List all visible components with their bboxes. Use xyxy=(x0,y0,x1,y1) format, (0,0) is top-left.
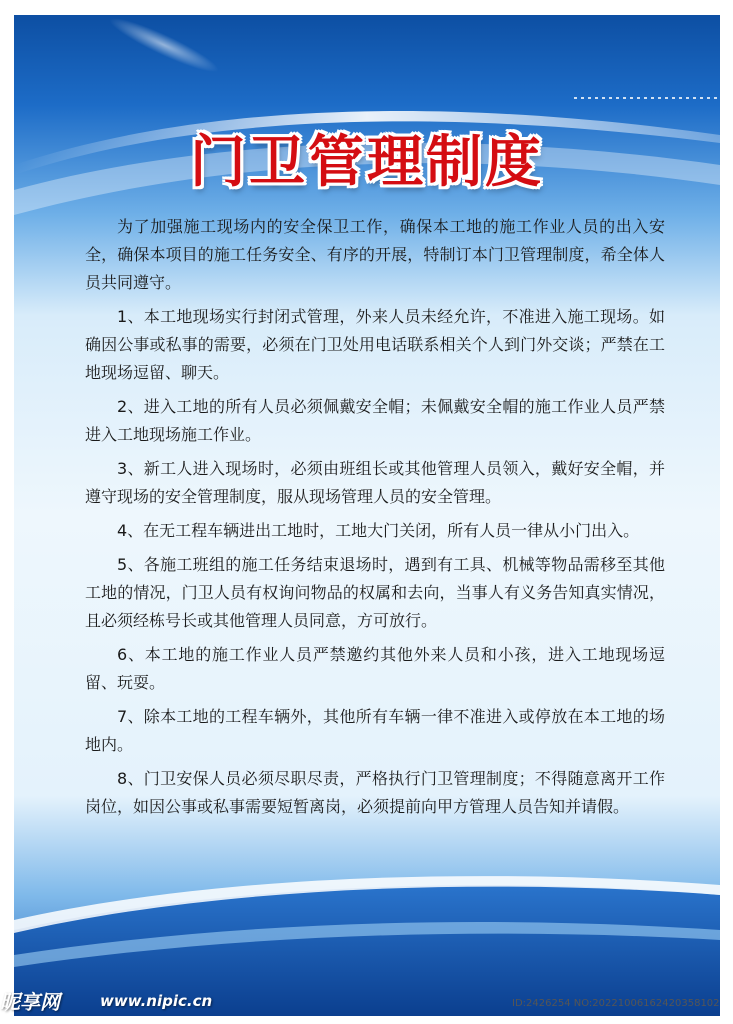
rule-paragraph: 5、各施工班组的施工任务结束退场时，遇到有工具、机械等物品需移至其他工地的情况，门卫人员有权询问物品的权属和去向，当事人有义务告知真实情况，且必须经栋号长或其他管理人员同意，方可放行。 xyxy=(85,555,665,630)
page-title: 门卫管理制度 xyxy=(190,130,544,195)
rule-paragraph: 7、除本工地的工程车辆外，其他所有车辆一律不准进入或停放在本工地的场地内。 xyxy=(85,707,665,754)
rule-paragraph: 6、本工地的施工作业人员严禁邀约其他外来人员和小孩，进入工地现场逗留、玩耍。 xyxy=(85,645,665,692)
intro-paragraph: 为了加强施工现场内的安全保卫工作，确保本工地的施工作业人员的出入安全，确保本项目的施工任务安全、有序的开展，特制订本门卫管理制度，希全体人员共同遵守。 xyxy=(85,217,665,292)
watermark-id: ID:2426254 NO:20221006162420358102 xyxy=(512,998,720,1009)
watermark-site: www.nipic.cn xyxy=(100,992,213,1010)
watermark-logo: 昵享网 xyxy=(0,990,60,1014)
rule-paragraph: 3、新工人进入现场时，必须由班组长或其他管理人员领入，戴好安全帽，并遵守现场的安全管理制度，服从现场管理人员的安全管理。 xyxy=(85,459,665,506)
rule-paragraph: 4、在无工程车辆进出工地时，工地大门关闭，所有人员一律从小门出入。 xyxy=(117,521,640,540)
poster xyxy=(14,15,720,1016)
rules-body xyxy=(85,213,665,827)
rule-paragraph: 8、门卫安保人员必须尽职尽责，严格执行门卫管理制度；不得随意离开工作岗位，如因公事或私事需要短暂离岗，必须提前向甲方管理人员告知并请假。 xyxy=(85,769,665,816)
rule-paragraph: 1、本工地现场实行封闭式管理，外来人员未经允许，不准进入施工现场。如确因公事或私事的需要，必须在门卫处用电话联系相关个人到门外交谈；严禁在工地现场逗留、聊天。 xyxy=(85,307,665,382)
rule-paragraph: 2、进入工地的所有人员必须佩戴安全帽；未佩戴安全帽的施工作业人员严禁进入工地现场施工作业。 xyxy=(85,397,665,444)
